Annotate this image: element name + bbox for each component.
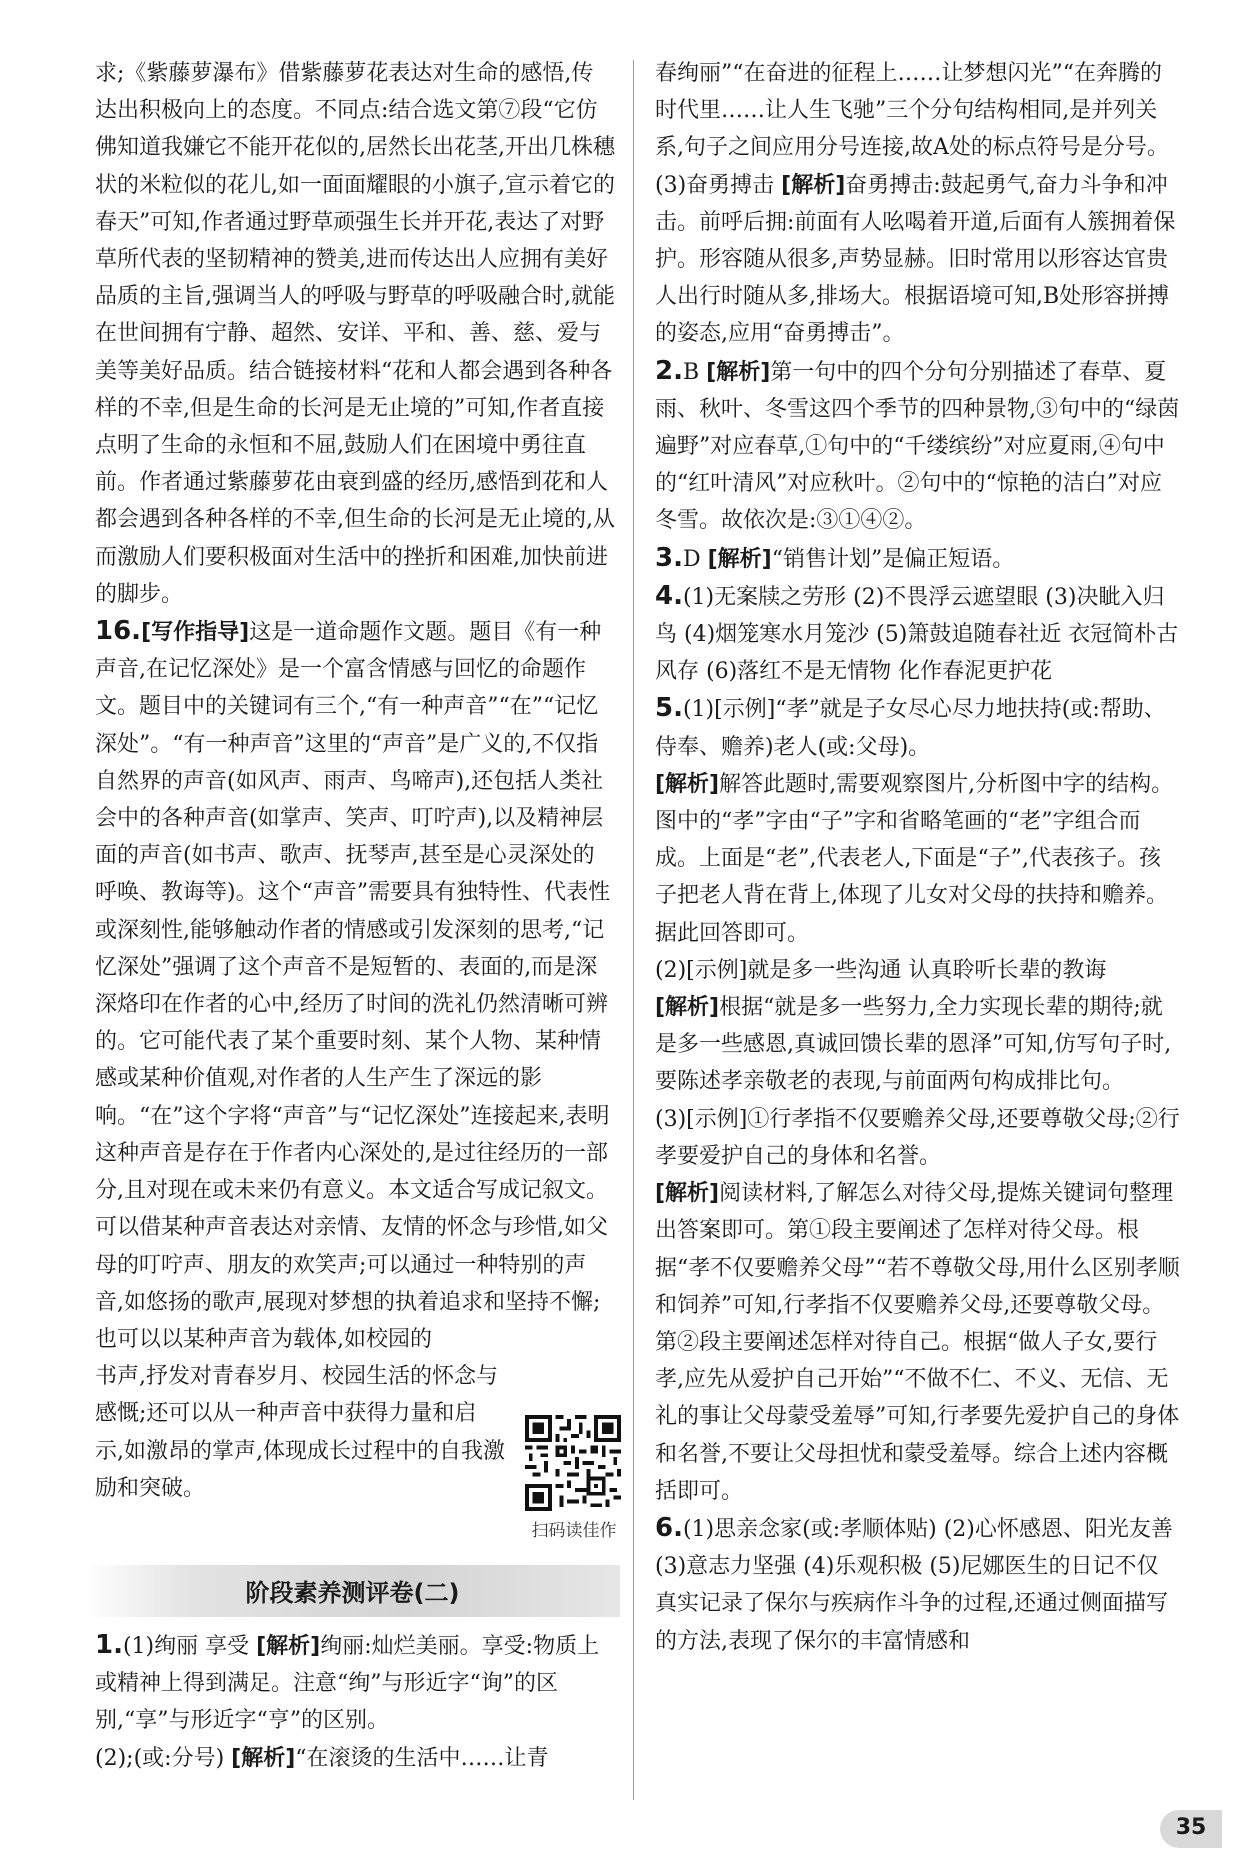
answer-3-analysis: “销售计划”是偏正短语。 bbox=[771, 546, 1015, 572]
answer-5-part-2-answer: (2)[示例]就是多一些沟通 认真聆听长辈的教诲 bbox=[655, 957, 1107, 983]
answer-1-part-2-analysis: “在滚烫的生活中……让青 bbox=[295, 1745, 549, 1771]
answer-3-number: 3. bbox=[655, 542, 683, 573]
analysis-tag: [解析] bbox=[781, 172, 846, 198]
answer-2-analysis: 第一句中的四个分句分别描述了春草、夏雨、秋叶、冬雪这四个季节的四种景物,③句中的“绿茵遍野”对应春草,①句中的“千缕缤纷”对应夏雨,④句中的“红叶清风”对应秋叶。②句中的“惊艳的洁白”对应冬雪。故依次是:③①④②。 bbox=[655, 359, 1180, 534]
left-paragraph-1: 求;《紫藤萝瀑布》借紫藤萝花表达对生命的感悟,传达出积极向上的态度。不同点:结合选文第⑦段“它仿佛知道我嫌它不能开花似的,居然长出花茎,开出几株穗状的米粒似的花儿,如一面面耀眼的小旗子,宣示着它的春天”可知,作者通过野草顽强生长并开花,表达了对野草所代表的坚韧精神的赞美,进而传达出人应拥有美好品质的主旨,强调当人的呼吸与野草的呼吸融合时,就能在世间拥有宁静、超然、安详、平和、善、慈、爱与美等美好品质。结合链接材料“花和人都会遇到各种各样的不幸,但是生命的长河是无止境的”可知,作者直接点明了生命的永恒和不屈,鼓励人们在困境中勇往直前。作者通过紫藤萝花由衰到盛的经历,感悟到花和人都会遇到各种各样的不幸,但生命的长河是无止境的,从而激励人们要积极面对生活中的挫折和困难,加快前进的脚步。 bbox=[95, 61, 615, 607]
answer-2-number: 2. bbox=[655, 355, 683, 386]
answer-5-part-1-analysis: 解答此题时,需要观察图片,分析图中字的结构。图中的“孝”字由“子”字和省略笔画的“老”字组合而成。上面是“老”,代表老人,下面是“子”,代表孩子。孩子把老人背在背上,体现了儿女对父母的扶持和赡养。据此回答即可。 bbox=[655, 771, 1174, 946]
analysis-tag: [解析] bbox=[231, 1745, 296, 1771]
answer-4-number: 4. bbox=[655, 580, 683, 611]
answer-6-text: (1)思亲念家(或:孝顺体贴) (2)心怀感恩、阳光友善 (3)意志力坚强 (4)乐观积极 (5)尼娜医生的日记不仅真实记录了保尔与疾病作斗争的过程,还通过侧面描写的方法,表现了保尔的丰富情感和 bbox=[655, 1516, 1173, 1654]
page-number-badge bbox=[1160, 1810, 1222, 1848]
answer-1-part-1-answer: (1)绚丽 享受 bbox=[122, 1634, 257, 1659]
analysis-tag: [解析] bbox=[655, 1181, 720, 1207]
question-16-text-tail: 书声,抒发对青春岁月、校园生活的怀念与感慨;还可以从一种声音中获得力量和启示,如激昂的掌声,体现成长过程中的自我激励和突破。 bbox=[95, 1364, 505, 1501]
answer-6 bbox=[655, 1510, 1180, 1660]
answer-1-part-1 bbox=[95, 1627, 615, 1740]
answer-5-part-2-analysis-block bbox=[655, 989, 1180, 1101]
answer-5-part-3-analysis-block bbox=[655, 1175, 1180, 1510]
section-header bbox=[85, 1565, 620, 1617]
answer-1-part-3-analysis: 奋勇搏击:鼓起勇气,奋力斗争和冲击。前呼后拥:前面有人吆喝着开道,后面有人簇拥着保护。形容随从很多,声势显赫。旧时常用以形容达官贵人出行时随从多,排场大。根据语境可知,B处形容拼搏的姿态,应用“奋勇搏击”。 bbox=[655, 172, 1176, 347]
answer-1-part-3-answer: (3)奋勇搏击 bbox=[655, 172, 782, 198]
answer-5-part-1 bbox=[655, 690, 1180, 765]
analysis-tag: [解析] bbox=[655, 995, 720, 1021]
question-16-number: 16. bbox=[95, 616, 142, 647]
answer-5-part-3-answer: (3)[示例]①行孝指不仅要赡养父母,还要尊敬父母;②行孝要爱护自己的身体和名誉。 bbox=[655, 1106, 1180, 1169]
qr-code-icon[interactable] bbox=[525, 1415, 621, 1511]
left-column bbox=[95, 55, 615, 1507]
analysis-tag: [解析] bbox=[655, 771, 720, 797]
answer-1-number: 1. bbox=[95, 1630, 123, 1660]
analysis-tag: [解析] bbox=[706, 359, 771, 385]
writing-guide-tag: [写作指导] bbox=[141, 620, 250, 646]
question-16-text: 这是一道命题作文题。题目《有一种声音,在记忆深处》是一个富含情感与回忆的命题作文。题目中的关键词有三个,“有一种声音”“在”“记忆深处”。“有一种声音”这里的“声音”是广义的,不仅指自然界的声音(如风声、雨声、鸟啼声),还包括人类社会中的各种声音(如掌声、笑声、叮咛声),以及精神层面的声音(如书声、歌声、抚琴声,甚至是心灵深处的呼唤、教诲等)。这个“声音”需要具有独特性、代表性或深刻性,能够触动作者的情感或引发深刻的思考,“记忆深处”强调了这个声音不是短暂的、表面的,而是深深烙印在作者的心中,经历了时间的洗礼仍然清晰可辨的。它可能代表了某个重要时刻、某个人物、某种情感或某种价值观,对作者的人生产生了深远的影响。“在”这个字将“声音”与“记忆深处”连接起来,表明这种声音是存在于作者内心深处的,是过往经历的一部分,且对现在或未来仍有意义。本文适合写成记叙文。可以借某种声音表达对亲情、友情的怀念与珍惜,如父母的叮咛声、朋友的欢笑声;可以通过一种特别的声音,如悠扬的歌声,展现对梦想的执着追求和坚持不懈;也可以以某种声音为载体,如校园的 bbox=[95, 620, 611, 1352]
question-16 bbox=[95, 613, 615, 1358]
left-column-bottom bbox=[95, 1627, 615, 1777]
answer-4 bbox=[655, 578, 1180, 691]
qr-caption: 扫码读佳作 bbox=[531, 1521, 617, 1541]
analysis-tag: [解析] bbox=[256, 1634, 321, 1659]
answer-5-number: 5. bbox=[655, 693, 683, 724]
analysis-tag: [解析] bbox=[707, 546, 772, 572]
answer-1-part-2 bbox=[95, 1740, 615, 1777]
answer-3-answer: D bbox=[682, 546, 708, 572]
column-divider bbox=[633, 60, 634, 1800]
answer-5-part-3-analysis: 阅读材料,了解怎么对待父母,提炼关键词句整理出答案即可。第①段主要阐述了怎样对待父母。根据“孝不仅要赡养父母”“若不尊敬父母,用什么区别孝顺和饲养”可知,行孝指不仅要赡养父母,还要尊敬父母。第②段主要阐述怎样对待自己。根据“做人子女,要行孝,应先从爱护自己开始”“不做不仁、不义、无信、无礼的事让父母蒙受羞辱”可知,行孝要先爱护自己的身体和名誉,不要让父母担忧和蒙受羞辱。综合上述内容概括即可。 bbox=[655, 1181, 1180, 1504]
answer-4-text: (1)无案牍之劳形 (2)不畏浮云遮望眼 (3)决眦入归鸟 (4)烟笼寒水月笼沙 (5)箫鼓追随春社近 衣冠简朴古风存 (6)落红不是无情物 化作春泥更护花 bbox=[655, 584, 1179, 685]
answer-5-part-2-analysis: 根据“就是多一些努力,全力实现长辈的期待;就是多一些感恩,真诚回馈长辈的恩泽”可知,仿写句子时,要陈述孝亲敬老的表现,与前面两句构成排比句。 bbox=[655, 995, 1172, 1095]
answer-3 bbox=[655, 540, 1180, 578]
page-number: 35 bbox=[1175, 1815, 1207, 1840]
answer-2-answer: B bbox=[682, 359, 707, 385]
answer-1-part-1-analysis: 绚丽:灿烂美丽。享受:物质上或精神上得到满足。注意“绚”与形近字“询”的区别,“享”与形近字“亨”的区别。 bbox=[95, 1634, 600, 1734]
answer-1-part-2-answer: (2);(或:分号) bbox=[95, 1745, 232, 1771]
answer-5-part-1-answer: (1)[示例]“孝”就是子女尽心尽力地扶持(或:帮助、侍奉、赡养)老人(或:父母)。 bbox=[655, 697, 1166, 760]
answer-6-number: 6. bbox=[655, 1512, 683, 1543]
section-title: 阶段素养测评卷(二) bbox=[245, 1579, 460, 1607]
right-column bbox=[655, 55, 1180, 1660]
answer-2 bbox=[655, 353, 1180, 540]
answer-5-part-1-analysis-block bbox=[655, 766, 1180, 952]
answer-1-part-3 bbox=[655, 167, 1180, 353]
answer-1-part-2-continued: 春绚丽”“在奋进的征程上……让梦想闪光”“在奔腾的时代里……让人生飞驰”三个分句结构相同,是并列关系,句子之间应用分号连接,故A处的标点符号是分号。 bbox=[655, 61, 1169, 161]
